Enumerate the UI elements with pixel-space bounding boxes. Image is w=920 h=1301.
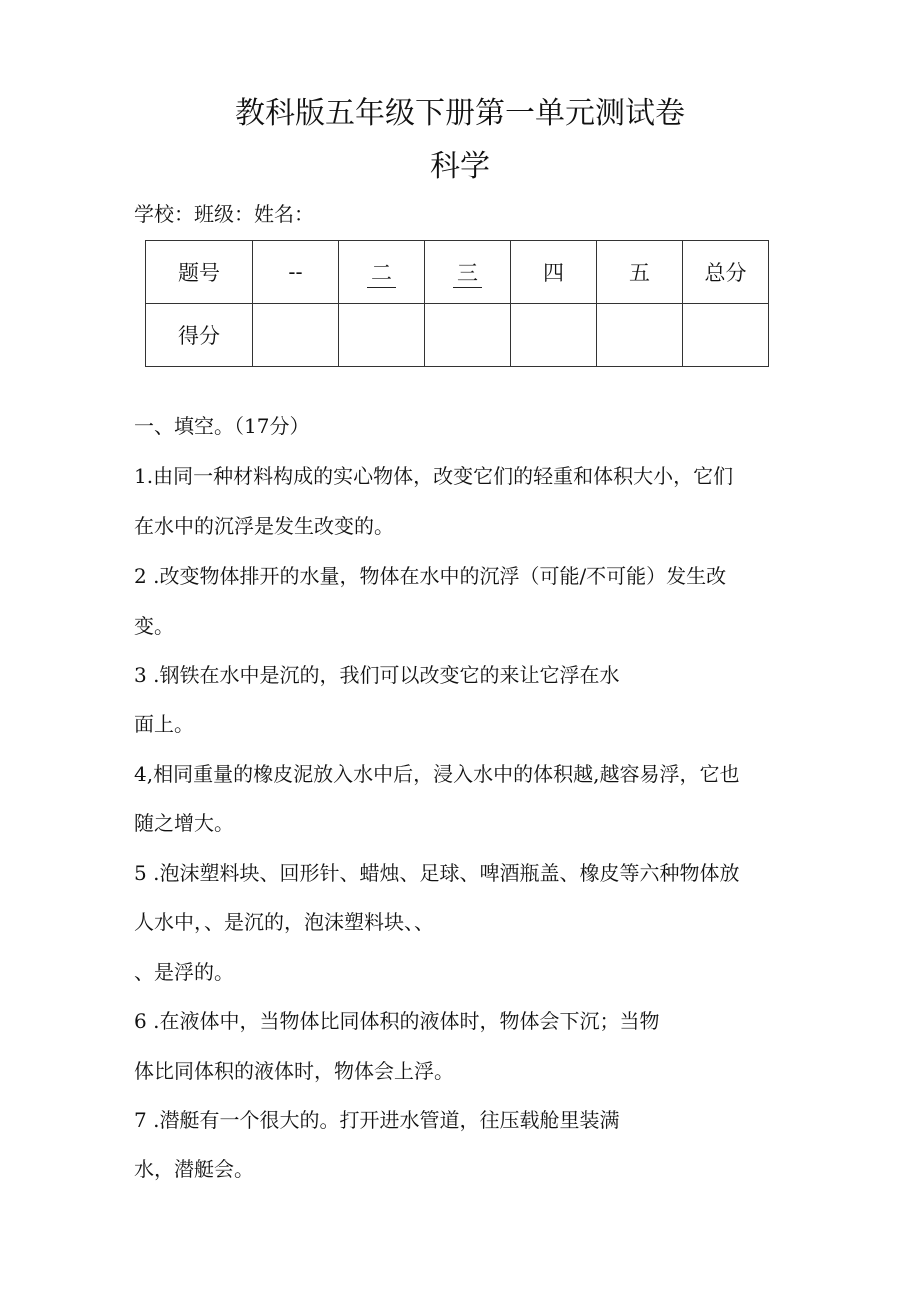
question-line: 随之增大。 bbox=[134, 811, 234, 835]
header-cell-question-no: 题号 bbox=[146, 241, 253, 304]
subject-title: 科学 bbox=[430, 149, 490, 184]
student-info-line: 学校：班级：姓名： bbox=[134, 202, 314, 226]
header-cell-total: 总分 bbox=[683, 241, 769, 304]
section-heading: 一、填空。（17分） bbox=[134, 414, 310, 438]
question-line: 4,相同重量的橡皮泥放入水中后，浸入水中的体积越,越容易浮，它也 bbox=[134, 762, 740, 786]
question-line: 水，潜艇会。 bbox=[134, 1157, 254, 1181]
question-line: 体比同体积的液体时，物体会上浮。 bbox=[134, 1059, 454, 1083]
question-line: 面上。 bbox=[134, 712, 194, 736]
header-cell-3-text: 三 bbox=[453, 261, 482, 288]
header-cell-4: 四 bbox=[511, 241, 597, 304]
question-line: 在水中的沉浮是发生改变的。 bbox=[134, 514, 394, 538]
question-line: 人水中，、是沉的，泡沫塑料块、、 bbox=[134, 910, 434, 934]
header-cell-5: 五 bbox=[597, 241, 683, 304]
question-line: 2 .改变物体排开的水量，物体在水中的沉浮（可能/不可能）发生改 bbox=[134, 564, 727, 588]
score-table-score-row bbox=[146, 304, 769, 367]
page-title: 教科版五年级下册第一单元测试卷 bbox=[235, 96, 685, 131]
score-table bbox=[145, 240, 769, 367]
score-cell-4 bbox=[511, 304, 597, 367]
score-cell-5 bbox=[597, 304, 683, 367]
question-line: 3 .钢铁在水中是沉的，我们可以改变它的来让它浮在水 bbox=[134, 663, 620, 687]
score-table-header-row bbox=[146, 241, 769, 304]
score-cell-1 bbox=[253, 304, 339, 367]
score-cell-2 bbox=[339, 304, 425, 367]
question-line: 5 .泡沫塑料块、回形针、蜡烛、足球、啤酒瓶盖、橡皮等六种物体放 bbox=[134, 861, 740, 885]
question-line: 7 .潜艇有一个很大的。打开进水管道，往压载舱里装满 bbox=[134, 1108, 620, 1132]
score-cell-3 bbox=[425, 304, 511, 367]
header-cell-3 bbox=[425, 241, 511, 304]
question-line: 6 .在液体中，当物体比同体积的液体时，物体会下沉；当物 bbox=[134, 1009, 660, 1033]
header-cell-1: -- bbox=[253, 241, 339, 304]
header-cell-2-text: 二 bbox=[367, 261, 396, 288]
question-line: 、是浮的。 bbox=[134, 960, 234, 984]
score-row-label: 得分 bbox=[146, 304, 253, 367]
question-line: 变。 bbox=[134, 614, 174, 638]
question-line: 1.由同一种材料构成的实心物体，改变它们的轻重和体积大小，它们 bbox=[134, 464, 734, 488]
score-cell-total bbox=[683, 304, 769, 367]
header-cell-2 bbox=[339, 241, 425, 304]
